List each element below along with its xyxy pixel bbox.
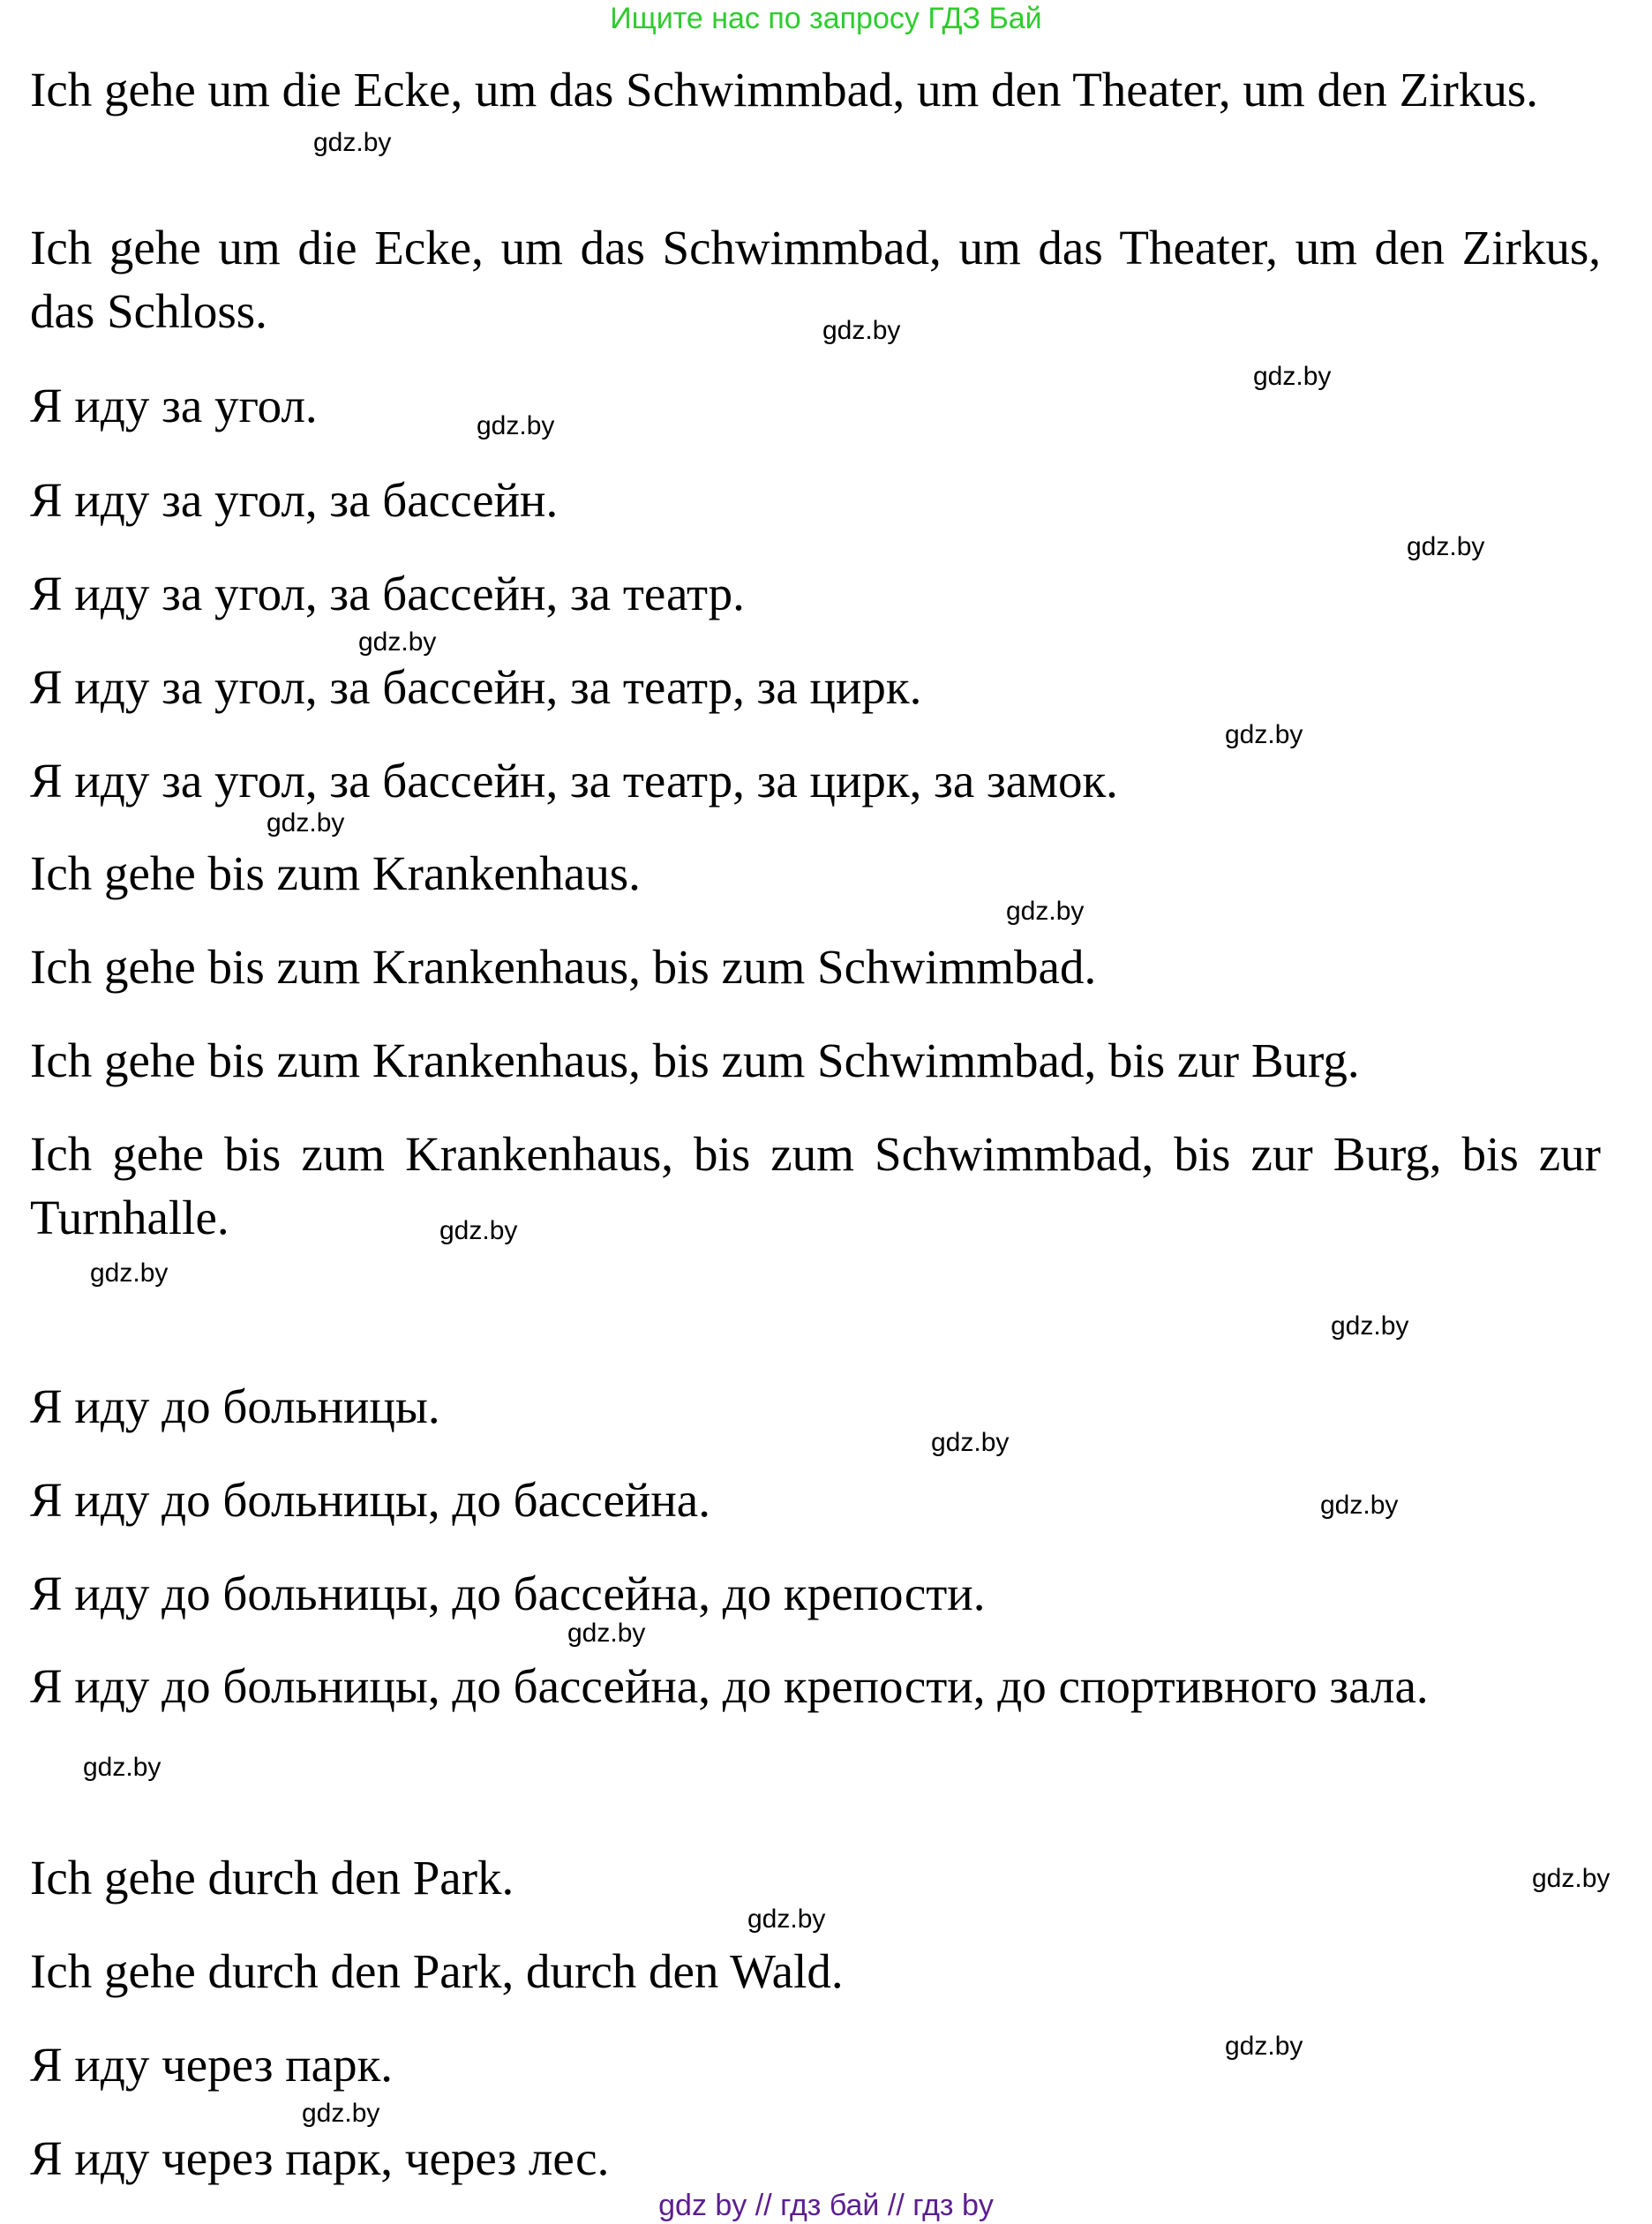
line-3: Я иду за угол.: [30, 379, 318, 432]
line-15: Я иду до больницы, до бассейна, до крепости, до спортивного зала.: [30, 1659, 1429, 1713]
watermark: gdz.by: [477, 411, 555, 440]
line-13: Я иду до больницы, до бассейна.: [30, 1473, 710, 1527]
watermark: gdz.by: [90, 1259, 169, 1288]
watermark: gdz.by: [1225, 2032, 1303, 2061]
watermark: gdz.by: [931, 1428, 1010, 1457]
watermark: gdz.by: [267, 808, 345, 838]
line-9: Ich gehe bis zum Krankenhaus, bis zum Schwimmbad.: [30, 940, 1097, 994]
line-18: Я иду через парк.: [30, 2038, 394, 2092]
line-8: Ich gehe bis zum Krankenhaus.: [30, 846, 641, 900]
watermark: gdz.by: [83, 1753, 161, 1782]
line-10: Ich gehe bis zum Krankenhaus, bis zum Schwimmbad, bis zur Burg.: [30, 1033, 1360, 1087]
footer-banner[interactable]: gdz by // гдз бай // гдз by: [658, 2189, 994, 2222]
header-banner[interactable]: Ищите нас по запросу ГДЗ Бай: [610, 2, 1042, 35]
watermark: gdz.by: [302, 2099, 380, 2128]
line-7: Я иду за угол, за бассейн, за театр, за цирк, за замок.: [30, 754, 1118, 808]
watermark: gdz.by: [1225, 720, 1303, 749]
line-14: Я иду до больницы, до бассейна, до крепости.: [30, 1567, 986, 1620]
watermark: gdz.by: [1532, 1864, 1611, 1893]
line-16: Ich gehe durch den Park.: [30, 1851, 514, 1905]
watermark: gdz.by: [1253, 362, 1332, 391]
watermark: gdz.by: [567, 1619, 646, 1648]
watermark: gdz.by: [1320, 1491, 1399, 1520]
watermark: gdz.by: [1407, 532, 1485, 561]
watermark: gdz.by: [747, 1905, 826, 1934]
watermark: gdz.by: [1331, 1311, 1409, 1341]
line-4: Я иду за угол, за бассейн.: [30, 473, 559, 527]
line-11: Ich gehe bis zum Krankenhaus, bis zum Schwimmbad, bis zur Burg, bis zur Turnhalle.: [30, 1127, 1601, 1244]
line-5: Я иду за угол, за бассейн, за театр.: [30, 567, 745, 620]
watermark: gdz.by: [358, 627, 437, 657]
line-1: Ich gehe um die Ecke, um das Schwimmbad, um den Theater, um den Zirkus.: [30, 63, 1538, 116]
watermark: gdz.by: [439, 1216, 518, 1245]
watermark: gdz.by: [1006, 897, 1085, 926]
line-12: Я иду до больницы.: [30, 1379, 440, 1433]
line-17: Ich gehe durch den Park, durch den Wald.: [30, 1944, 844, 1998]
line-6: Я иду за угол, за бассейн, за театр, за цирк.: [30, 660, 922, 714]
line-19: Я иду через парк, через лес.: [30, 2131, 610, 2185]
line-2: Ich gehe um die Ecke, um das Schwimmbad, um das Theater, um den Zirkus, das Schloss.: [30, 221, 1601, 338]
watermark: gdz.by: [313, 128, 392, 157]
watermark: gdz.by: [822, 316, 901, 345]
